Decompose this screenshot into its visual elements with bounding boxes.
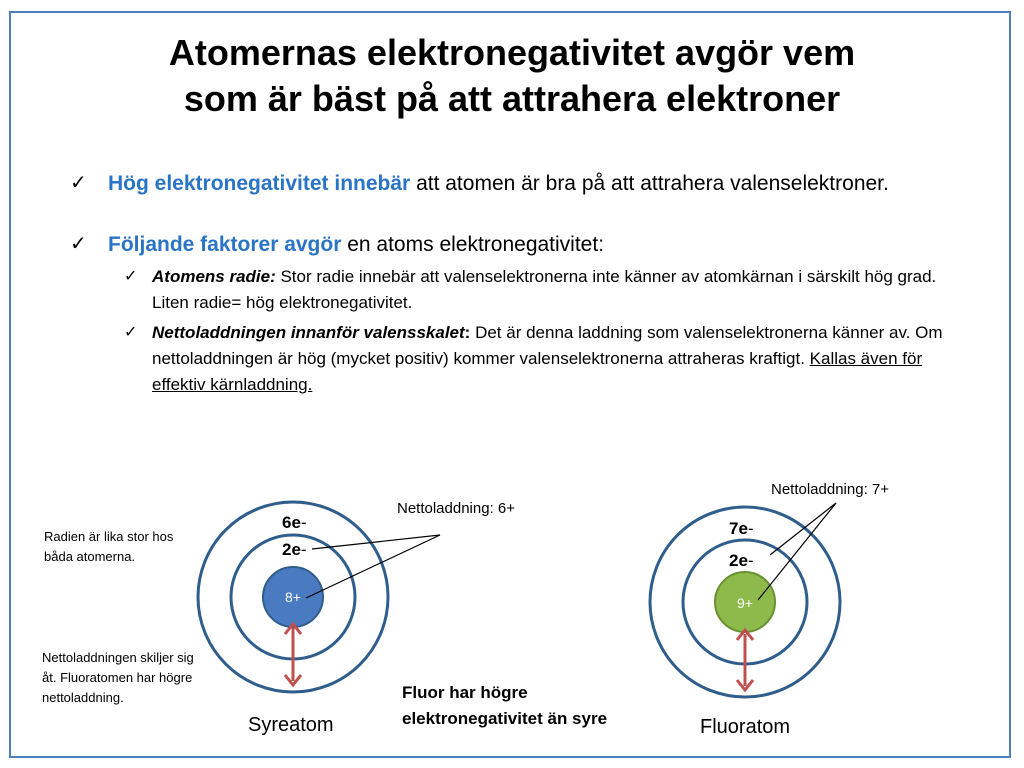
- conclusion-line-1: Fluor har högre: [402, 683, 528, 702]
- checkmark-icon: ✓: [124, 324, 138, 341]
- fluorine-nucleus-charge: 9+: [737, 595, 753, 611]
- fluorine-inner-electrons: 2e-: [729, 551, 754, 570]
- sub-bullet-net-charge-text: Det är denna laddning som valenselektronerna känner av. Om nettoladdningen är hög (mycket positiv) kommer valenselektronerna attraheras kraftigt.: [152, 323, 943, 368]
- oxygen-net-charge-label: Nettoladdning: 6+: [397, 500, 516, 517]
- checkmark-icon: ✓: [70, 233, 87, 255]
- bullet-high-en-text: att atomen är bra på att attrahera valenselektroner.: [410, 172, 889, 195]
- net-charge-note: Nettoladdningen skiljer sig åt. Fluoratomen har högre nettoladdning.: [42, 650, 194, 705]
- radius-note: Radien är lika stor hos båda atomerna.: [44, 529, 174, 564]
- fluorine-outer-electrons: 7e-: [729, 519, 754, 538]
- conclusion-text: [402, 680, 607, 732]
- oxygen-nucleus-charge: 8+: [285, 589, 301, 605]
- fluorine-net-charge-label: Nettoladdning: 7+: [771, 481, 890, 498]
- fluorine-pointer-line-1: [770, 503, 836, 555]
- title-line-1: Atomernas elektronegativitet avgör vem: [168, 32, 856, 73]
- conclusion-line-2: elektronegativitet än syre: [402, 709, 608, 728]
- oxygen-pointer-line-1: [312, 535, 440, 549]
- oxygen-outer-electrons: 6e-: [282, 513, 307, 532]
- checkmark-icon: ✓: [70, 172, 87, 194]
- sub-bullet-radius-label: Atomens radie:: [152, 267, 276, 286]
- sub-bullet-net-charge-colon: :: [464, 323, 471, 342]
- bullet-high-en-emphasis: Hög elektronegativitet innebär: [108, 172, 411, 195]
- sub-bullet-radius-text: Stor radie innebär att valenselektronerna inte känner av atomkärnan i särskilt hög grad. Liten radie= hög elektronegativitet.: [152, 267, 937, 312]
- fluorine-atom-label: Fluoratom: [700, 716, 791, 738]
- effective-charge-link[interactable]: Kallas även för effektiv kärnladdning.: [152, 349, 923, 394]
- sub-bullet-net-charge-label: Nettoladdningen innanför valensskalet: [152, 323, 465, 342]
- checkmark-icon: ✓: [124, 268, 138, 285]
- title-line-2: som är bäst på att attrahera elektroner: [183, 78, 841, 119]
- bullet-factors-emphasis: Följande faktorer avgör: [108, 233, 342, 256]
- bullet-factors-text: en atoms elektronegativitet:: [341, 233, 605, 256]
- oxygen-inner-electrons: 2e-: [282, 540, 307, 559]
- oxygen-atom-label: Syreatom: [248, 714, 334, 736]
